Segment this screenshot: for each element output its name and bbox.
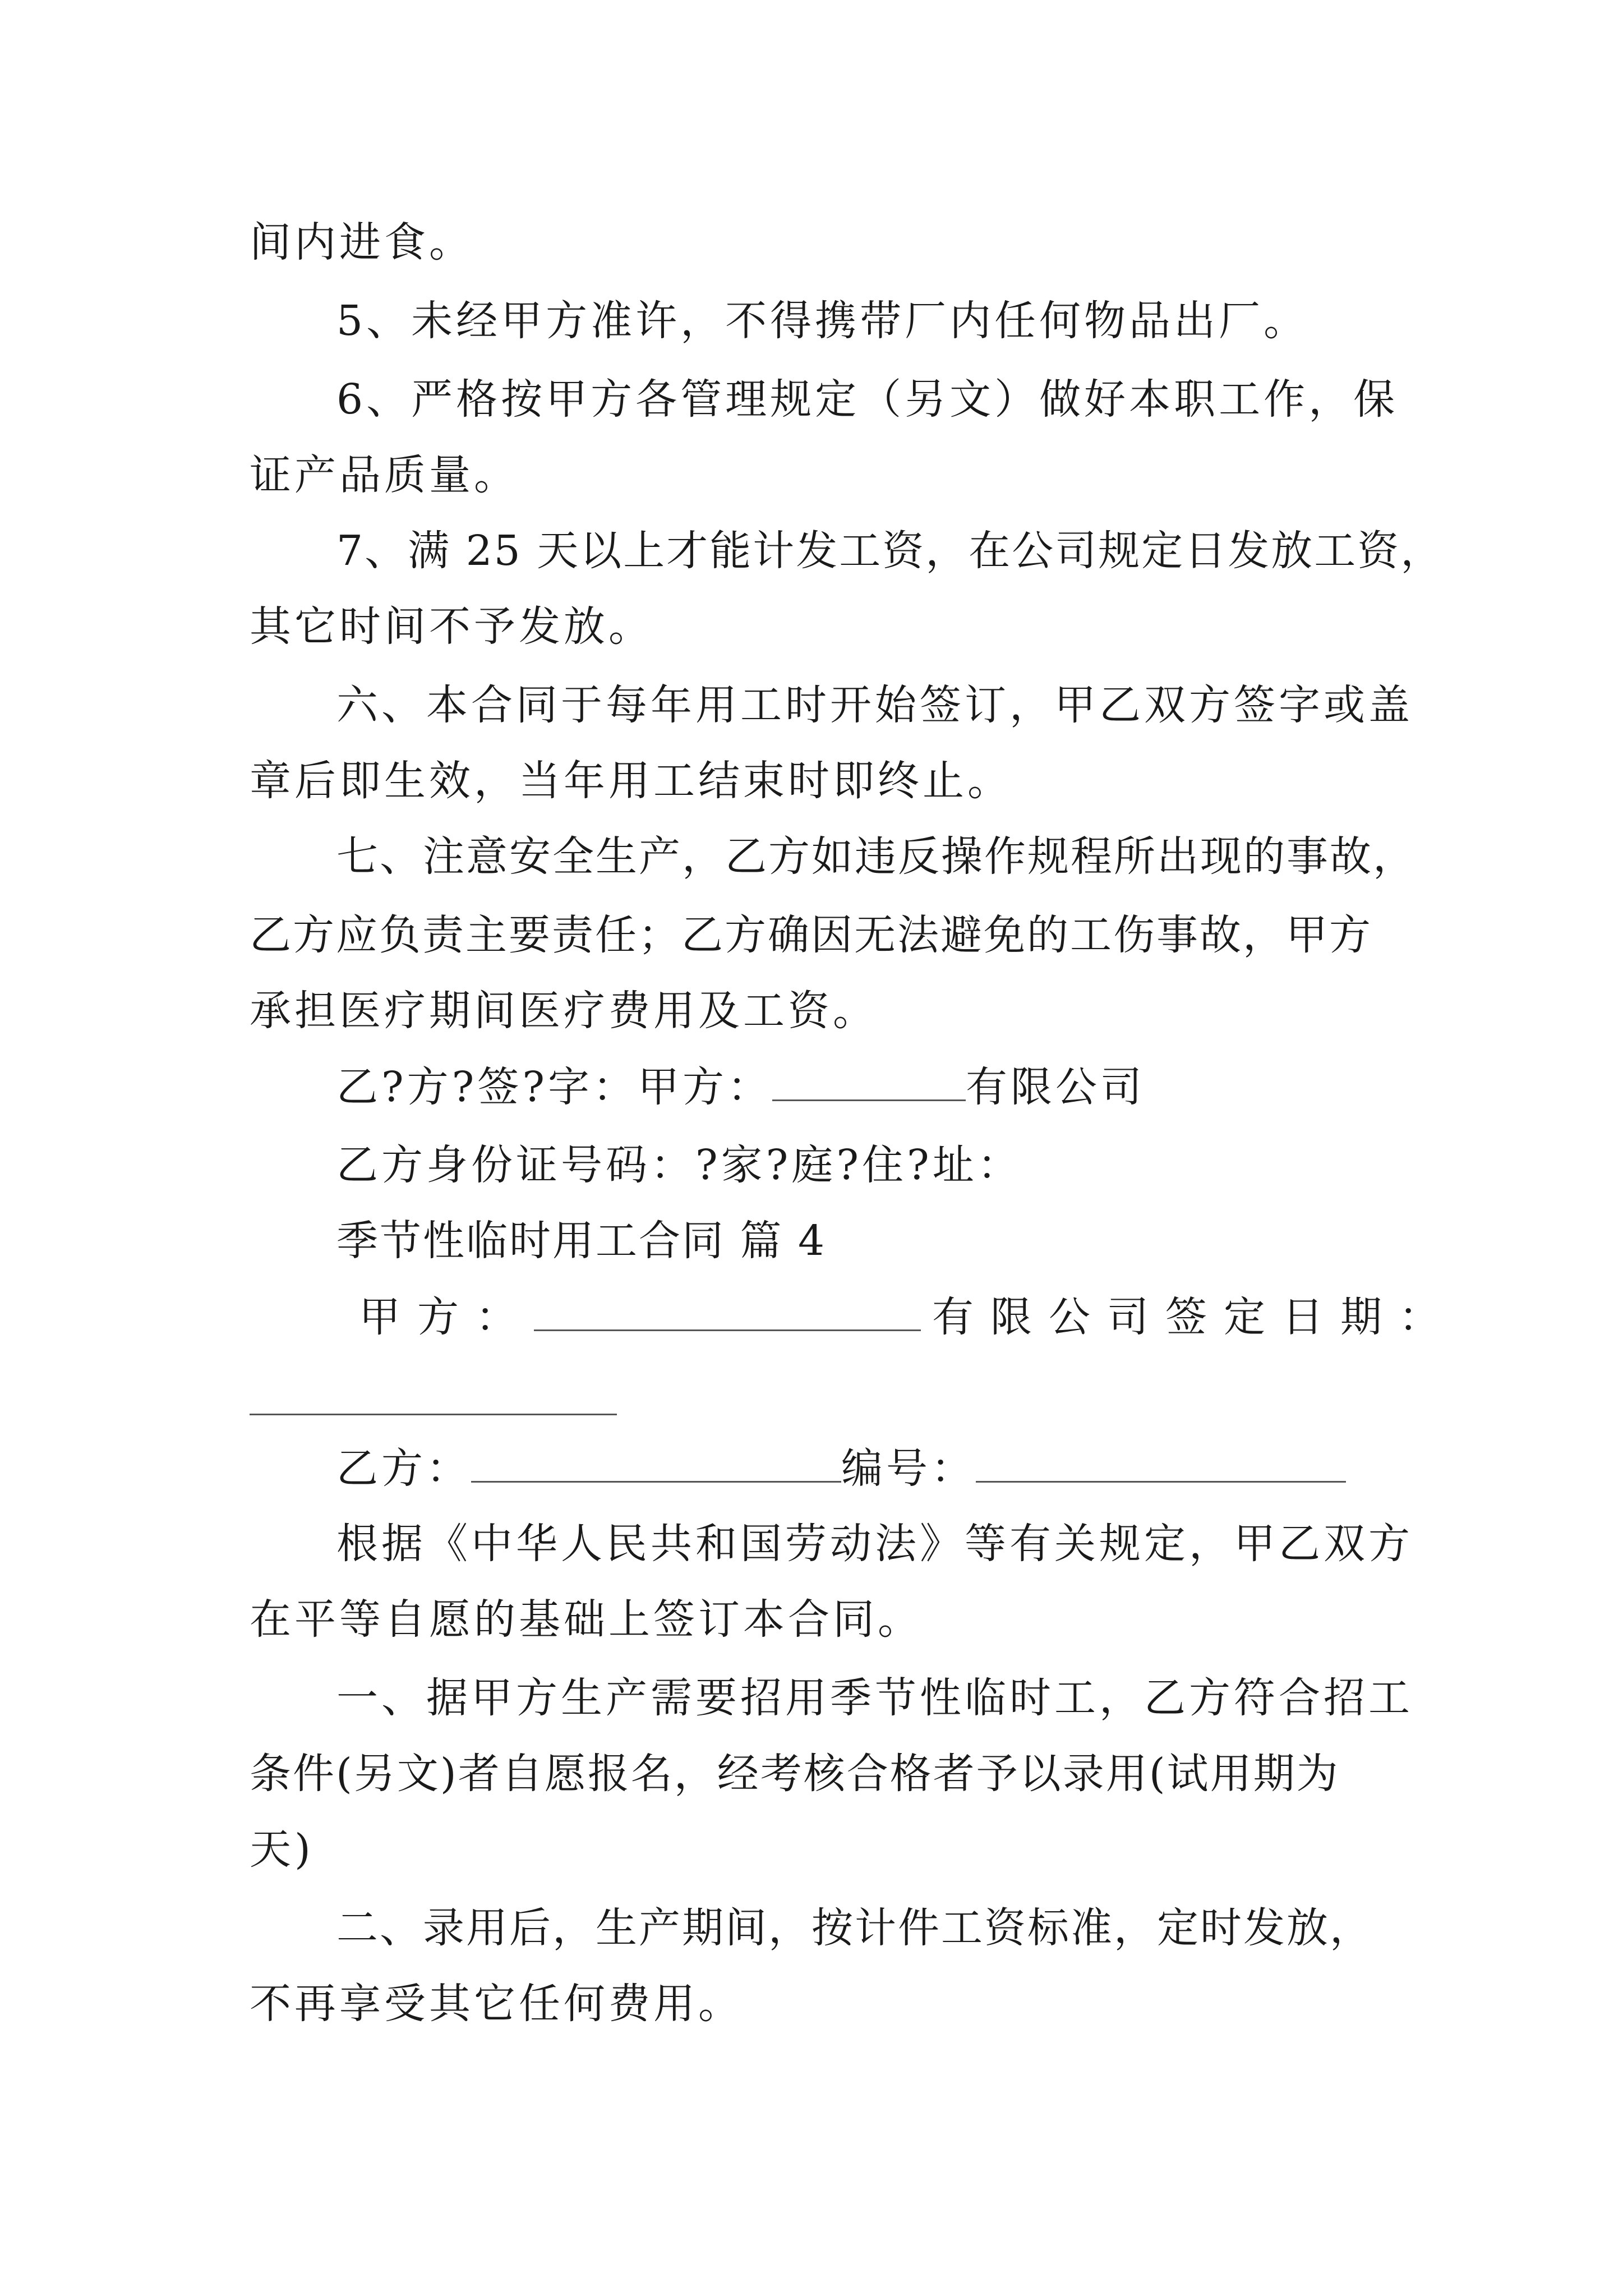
text-line: 二、录用后，生产期间，按计件工资标准，定时发放， (336, 1904, 1373, 1952)
text-line: 证产品质量。 (250, 451, 519, 499)
text-line: 7、满 25 天以上才能计发工资，在公司规定日发放工资， (336, 527, 1444, 575)
text-line: 在平等自愿的基础上签订本合同。 (250, 1595, 923, 1644)
text-line: 乙方身份证号码：?家?庭?住?址： (336, 1141, 1022, 1189)
party-b-signature-label: 乙?方?签?字：甲方： (336, 1063, 773, 1111)
party-b-blank (471, 1447, 841, 1483)
company-sign-date-label: 有限公司签定日期： (932, 1293, 1457, 1341)
text-line: 七、注意安全生产，乙方如违反操作规程所出现的事故， (336, 832, 1416, 881)
company-name-blank (772, 1066, 966, 1101)
party-b-label: 乙方： (336, 1444, 471, 1493)
text-line: 根据《中华人民共和国劳动法》等有关规定，甲乙双方 (336, 1520, 1413, 1568)
text-line: 不再享受其它任何费用。 (250, 1980, 743, 2028)
text-line: 其它时间不予发放。 (250, 602, 653, 651)
text-line: 章后即生效，当年用工结束时即终止。 (250, 757, 1012, 805)
text-line: 承担医疗期间医疗费用及工资。 (250, 987, 878, 1035)
text-line: 一、据甲方生产需要招用季节性临时工，乙方符合招工 (336, 1674, 1413, 1722)
section-title: 季节性临时用工合同 篇 4 (336, 1217, 827, 1265)
serial-number-label: 编号： (841, 1444, 976, 1493)
text-line: 5、未经甲方准许，不得携带厂内任何物品出厂。 (336, 297, 1309, 345)
party-a-line (359, 1293, 1457, 1341)
text-line: 天) (250, 1825, 314, 1874)
signature-line (336, 1063, 1146, 1111)
text-line: 六、本合同于每年用工时开始签订，甲乙双方签字或盖 (336, 681, 1413, 729)
company-suffix: 有限公司 (966, 1063, 1146, 1111)
party-b-line (336, 1444, 1346, 1493)
text-line: 乙方应负责主要责任；乙方确因无法避免的工伤事故，甲方 (250, 911, 1372, 959)
text-line: 条件(另文)者自愿报名，经考核合格者予以录用(试用期为 (250, 1750, 1340, 1798)
serial-number-blank (976, 1447, 1346, 1483)
party-a-blank (534, 1296, 921, 1331)
text-line: 6、严格按甲方各管理规定（另文）做好本职工作，保 (336, 375, 1399, 424)
party-a-label: 甲方： (359, 1293, 534, 1341)
text-line: 间内进食。 (250, 218, 474, 266)
sign-date-blank (250, 1414, 617, 1415)
